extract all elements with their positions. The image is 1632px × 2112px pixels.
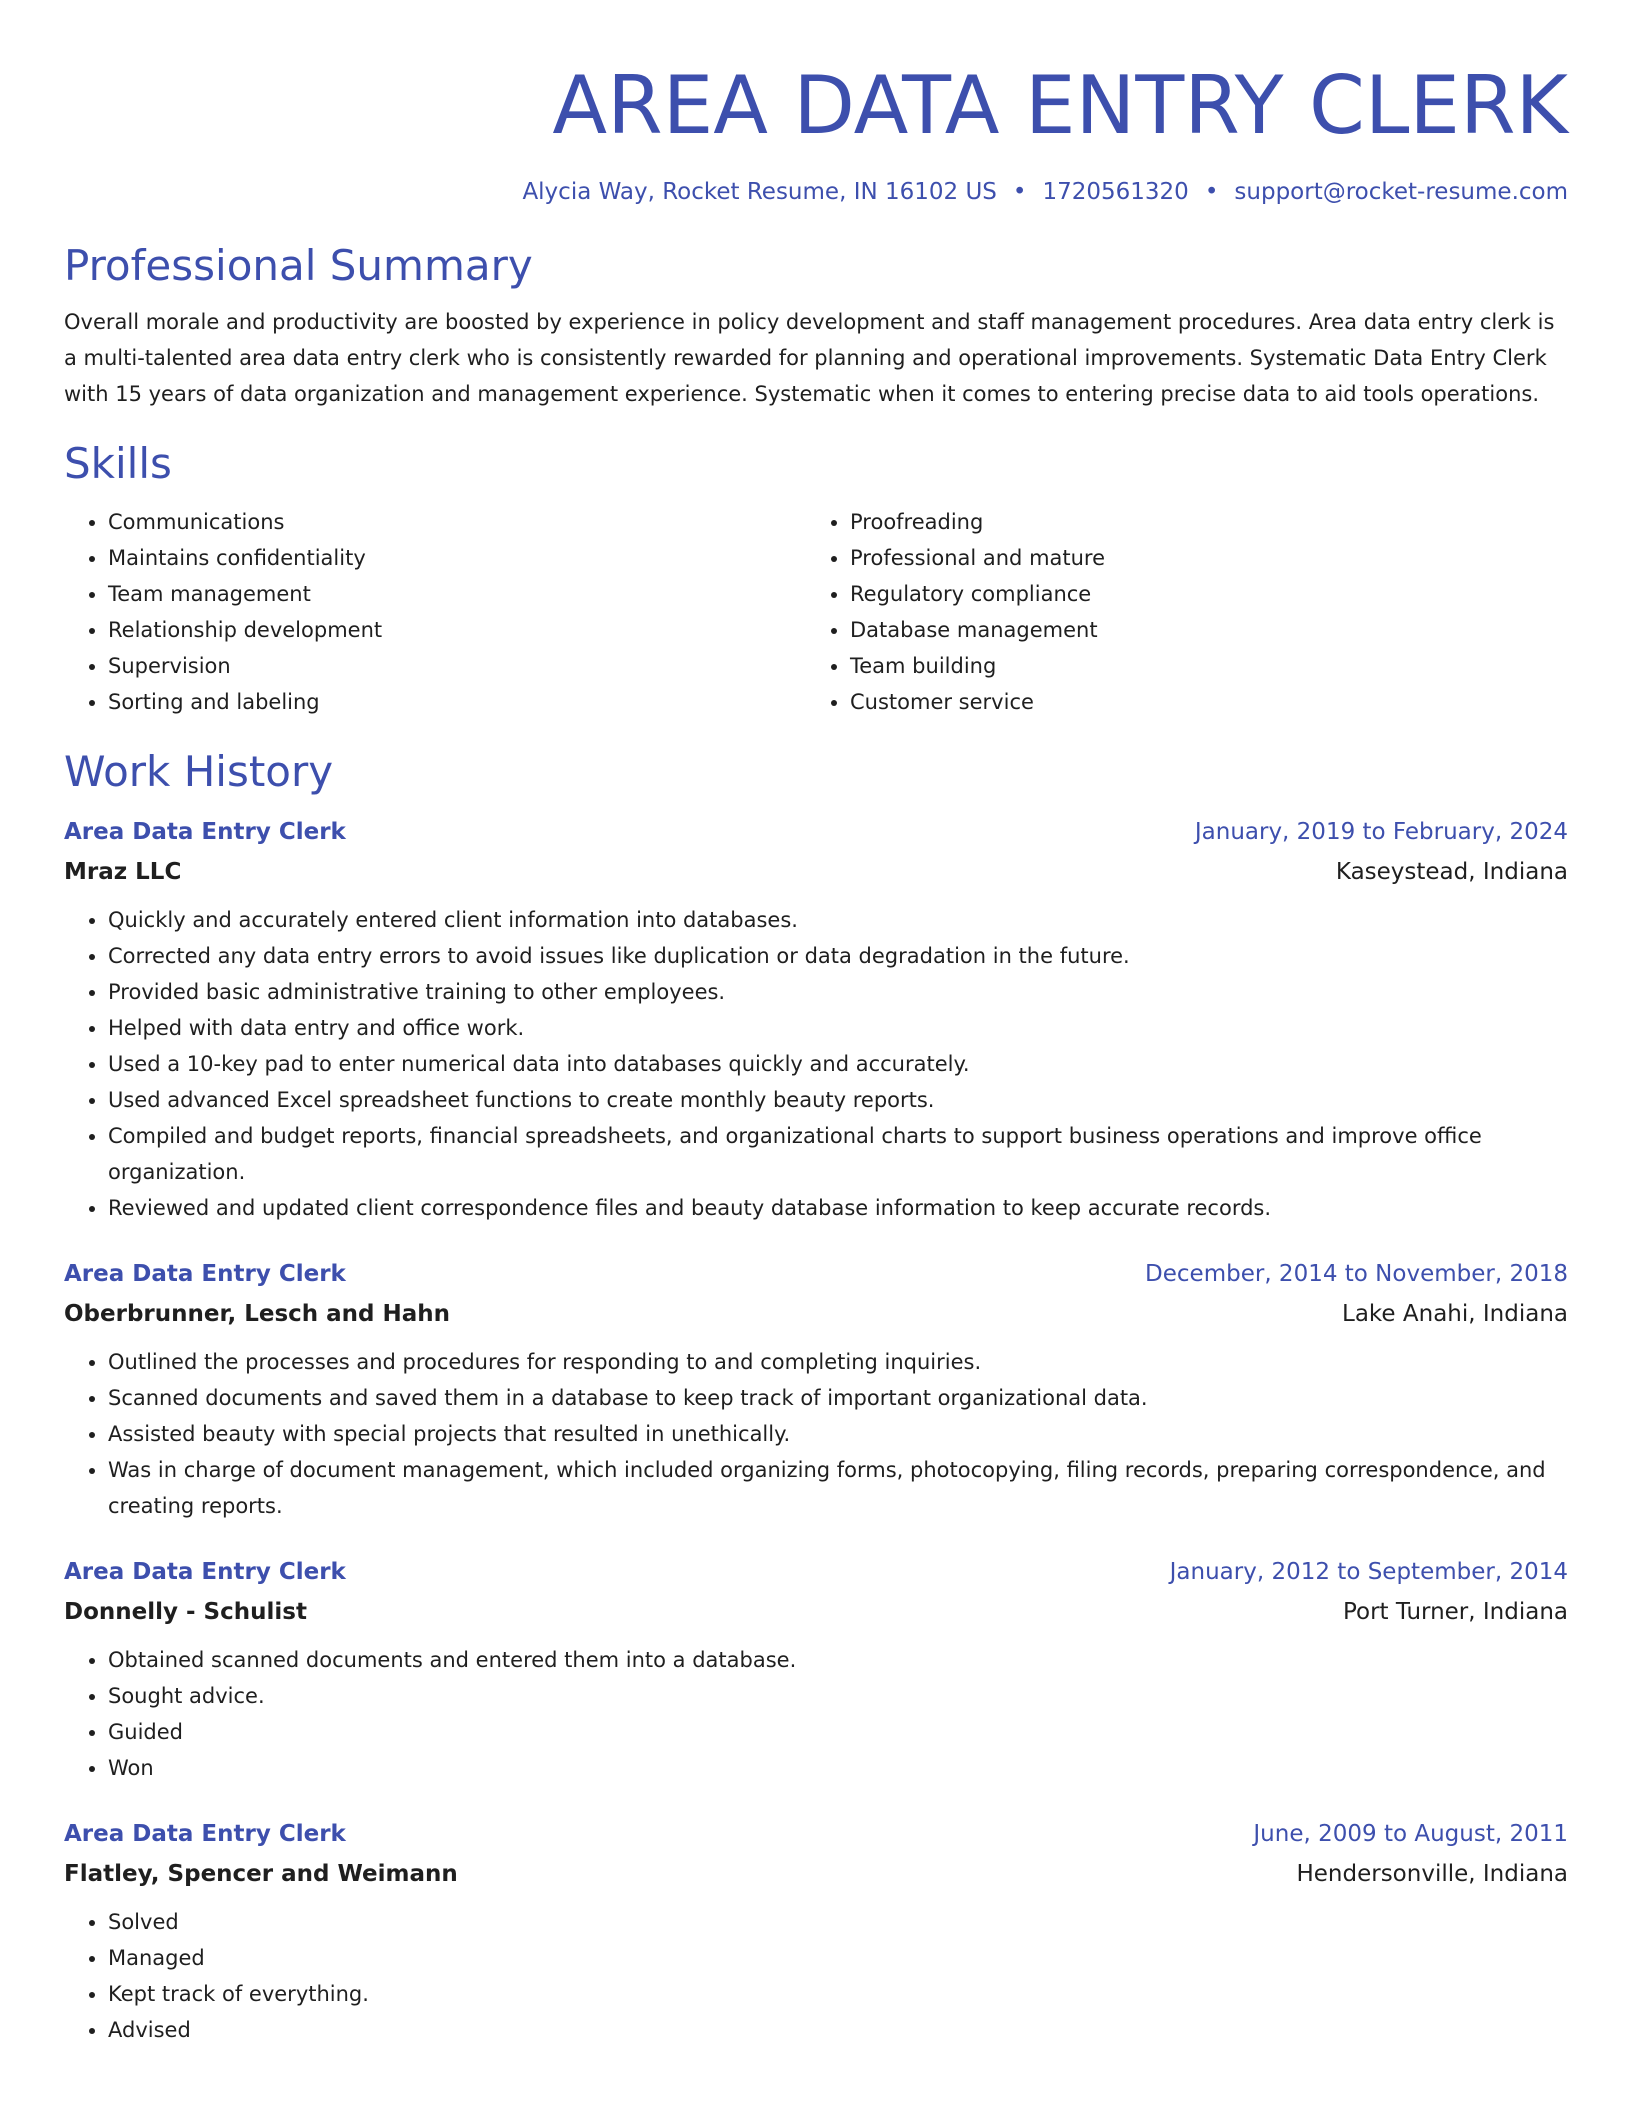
skill-item: • Professional and mature [850,540,1548,576]
contact-email[interactable]: support@rocket-resume.com [1234,179,1568,205]
skills-column-left [64,504,806,720]
job-bullet: • Used advanced Excel spreadsheet functions to create monthly beauty reports. [108,1082,1568,1118]
contact-separator: • [1012,179,1027,205]
resume-page [64,0,1568,2048]
job-header-row [64,1254,1568,1294]
skills-column-right [806,504,1548,720]
contact-address: Alycia Way, Rocket Resume, IN 16102 US [522,179,997,205]
job-location: Lake Anahi, Indiana [1342,1301,1568,1327]
job-header-row [64,1552,1568,1592]
job-bullets [64,902,1568,1226]
job-header-row [64,812,1568,852]
summary-heading: Professional Summary [64,241,533,290]
job-bullets [64,1344,1568,1524]
job-entry [64,1552,1568,1786]
skill-item: • Communications [108,504,806,540]
job-company-row [64,1294,1568,1334]
job-company-row [64,1592,1568,1632]
candidate-name: AREA DATA ENTRY CLERK [552,59,1568,152]
job-bullet: • Managed [108,1940,1568,1976]
job-location: Hendersonville, Indiana [1296,1861,1568,1887]
job-bullet: • Won [108,1750,1568,1786]
job-bullet: • Compiled and budget reports, financial spreadsheets, and organizational charts to support business operations and improve office organization. [108,1118,1568,1190]
job-entry [64,1254,1568,1524]
job-bullet: • Used a 10-key pad to enter numerical data into databases quickly and accurately. [108,1046,1568,1082]
job-entry [64,812,1568,1226]
job-bullet: • Provided basic administrative training to other employees. [108,974,1568,1010]
job-bullets [64,1642,1568,1786]
skill-item: • Proofreading [850,504,1548,540]
job-title: Area Data Entry Clerk [64,819,346,845]
job-bullet: • Reviewed and updated client correspondence files and beauty database information to keep accurate records. [108,1190,1568,1226]
job-bullet: • Sought advice. [108,1678,1568,1714]
contact-phone[interactable]: 1720561320 [1042,179,1189,205]
skills-heading: Skills [64,439,172,488]
skill-item: • Relationship development [108,612,806,648]
job-title: Area Data Entry Clerk [64,1261,346,1287]
contact-line [64,176,1568,208]
skills-list [64,504,1568,720]
job-location: Port Turner, Indiana [1342,1599,1568,1625]
job-bullet: • Corrected any data entry errors to avoid issues like duplication or data degradation in the future. [108,938,1568,974]
job-dates: June, 2009 to August, 2011 [1253,1821,1568,1847]
skill-item: • Sorting and labeling [108,684,806,720]
skill-item: • Maintains confidentiality [108,540,806,576]
job-company: Oberbrunner, Lesch and Hahn [64,1301,451,1327]
job-bullet: • Solved [108,1904,1568,1940]
contact-separator: • [1204,179,1219,205]
job-bullet: • Helped with data entry and office work. [108,1010,1568,1046]
job-dates: January, 2012 to September, 2014 [1169,1559,1568,1585]
job-bullet: • Outlined the processes and procedures for responding to and completing inquiries. [108,1344,1568,1380]
skill-item: • Regulatory compliance [850,576,1548,612]
job-bullet: • Advised [108,2012,1568,2048]
job-bullet: • Quickly and accurately entered client information into databases. [108,902,1568,938]
job-company-row [64,1854,1568,1894]
job-bullet: • Guided [108,1714,1568,1750]
skill-item: • Team management [108,576,806,612]
job-location: Kaseystead, Indiana [1335,859,1568,885]
job-company: Mraz LLC [64,859,182,885]
skill-item: • Customer service [850,684,1548,720]
job-entry [64,1814,1568,2048]
job-dates: December, 2014 to November, 2018 [1145,1261,1568,1287]
job-title: Area Data Entry Clerk [64,1821,346,1847]
skill-item: • Supervision [108,648,806,684]
skill-item: • Database management [850,612,1548,648]
job-bullet: • Assisted beauty with special projects that resulted in unethically. [108,1416,1568,1452]
job-title: Area Data Entry Clerk [64,1559,346,1585]
job-header-row [64,1814,1568,1854]
job-company: Donnelly - Schulist [64,1599,307,1625]
skill-item: • Team building [850,648,1548,684]
job-bullet: • Scanned documents and saved them in a database to keep track of important organizational data. [108,1380,1568,1416]
job-bullet: • Obtained scanned documents and entered them into a database. [108,1642,1568,1678]
summary-text: Overall morale and productivity are boosted by experience in policy development and staff management procedures. Area data entry clerk is a multi-talented area data entry clerk who is consistently rewarded for planning and operational improvements. Systematic Data Entry Clerk with 15 years of data organization and management experience. Systematic when it comes to entering precise data to aid tools operations. [64,310,1555,406]
job-company-row [64,852,1568,892]
job-dates: January, 2019 to February, 2024 [1194,819,1568,845]
job-bullet: • Was in charge of document management, which included organizing forms, photocopying, filing records, preparing correspondence, and creating reports. [108,1452,1568,1524]
job-bullet: • Kept track of everything. [108,1976,1568,2012]
work-history-heading: Work History [64,747,334,796]
job-bullets [64,1904,1568,2048]
job-company: Flatley, Spencer and Weimann [64,1861,458,1887]
